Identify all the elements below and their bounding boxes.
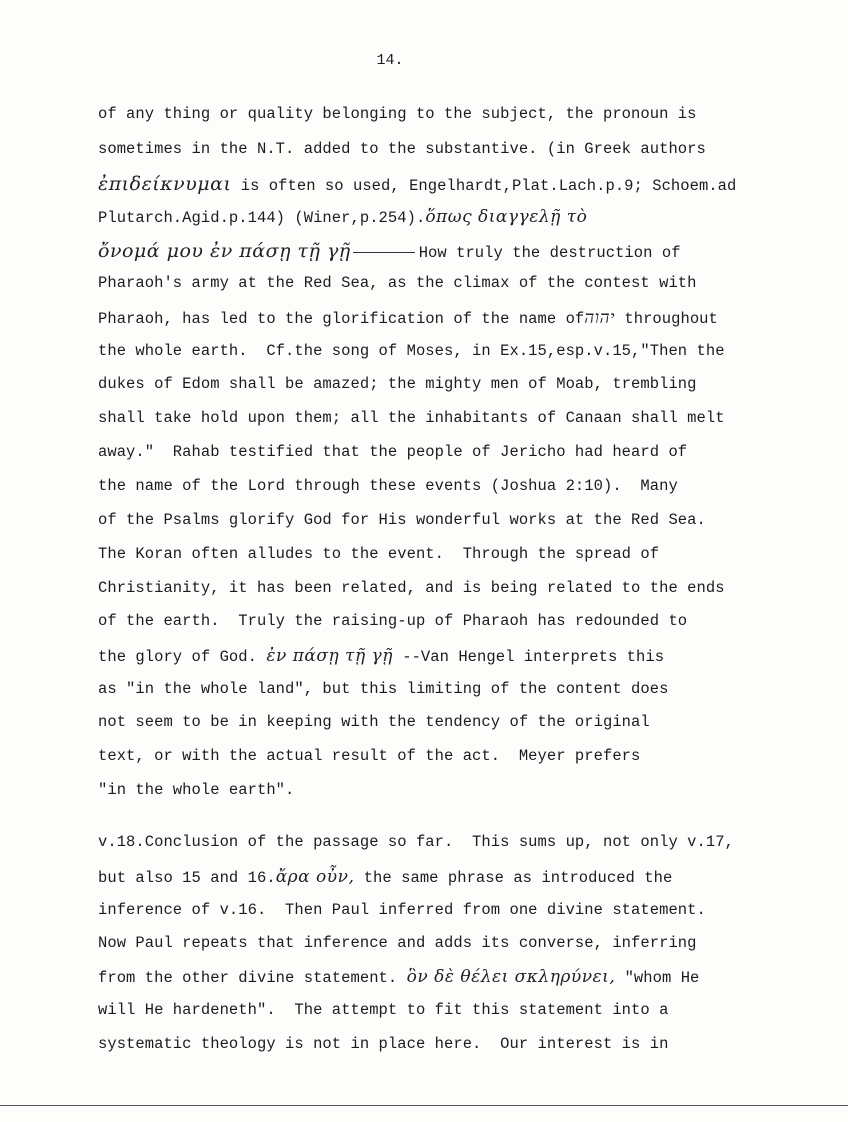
- text-line: [98, 901, 706, 919]
- text-line: [98, 833, 734, 851]
- typed-text: not seem to be in keeping with the tendency of the original: [98, 713, 650, 731]
- typed-text: inference of v.16. Then Paul inferred from one divine statement.: [98, 901, 706, 919]
- typed-text: as "in the whole land", but this limiting of the content does: [98, 680, 669, 698]
- text-line: [98, 342, 725, 360]
- text-line: [98, 646, 664, 666]
- typed-text: sometimes in the N.T. added to the substantive. (in Greek authors: [98, 140, 706, 158]
- typed-text: --Van Hengel interprets this: [392, 648, 665, 666]
- text-line: [98, 579, 725, 597]
- handwritten-insertion: ἐν πάσῃ τῇ γῇ: [266, 646, 393, 666]
- dash-rule: [353, 252, 415, 253]
- text-line: [98, 207, 587, 227]
- handwritten-insertion: ὃν δὲ θέλει σκληρύνει,: [406, 967, 616, 987]
- text-line: [98, 511, 706, 529]
- typed-text: away." Rahab testified that the people of Jericho had heard of: [98, 443, 688, 461]
- text-line: [98, 747, 640, 765]
- typed-text: Pharaoh, has led to the glorification of the name of: [98, 310, 585, 328]
- typed-text: "in the whole earth".: [98, 781, 295, 799]
- text-line: [98, 680, 668, 698]
- text-line: [98, 274, 697, 292]
- typed-text: "whom He: [615, 969, 700, 987]
- typed-text: of any thing or quality belonging to the subject, the pronoun is: [98, 105, 697, 123]
- text-line: [98, 1035, 668, 1053]
- text-line: [98, 308, 718, 328]
- bottom-rule: [0, 1105, 848, 1106]
- text-line: [98, 443, 687, 461]
- typed-text: v.18.Conclusion of the passage so far. This sums up, not only v.17,: [98, 833, 734, 851]
- text-line: [98, 140, 706, 158]
- text-line: [98, 781, 294, 799]
- typed-text: the whole earth. Cf.the song of Moses, in Ex.15,esp.v.15,"Then the: [98, 342, 725, 360]
- handwritten-greek: ὄνομά μου ἐν πάσῃ τῇ γῇ: [98, 240, 351, 262]
- typed-text: is often so used, Engelhardt,Plat.Lach.p.9; Schoem.ad: [231, 177, 737, 195]
- typed-text: the same phrase as introduced the: [354, 869, 673, 887]
- typed-text: The Koran often alludes to the event. Through the spread of: [98, 545, 660, 563]
- text-line: [98, 375, 697, 393]
- text-line: [98, 612, 687, 630]
- text-line: [98, 477, 678, 495]
- typed-text: of the Psalms glorify God for His wonderful works at the Red Sea.: [98, 511, 706, 529]
- typed-text: from the other divine statement.: [98, 969, 407, 987]
- text-line: [98, 867, 672, 887]
- text-line: [98, 240, 681, 262]
- typed-text: throughout: [615, 310, 718, 328]
- typed-text: systematic theology is not in place here. Our interest is in: [98, 1035, 669, 1053]
- typed-text: will He hardeneth". The attempt to fit this statement into a: [98, 1001, 669, 1019]
- page-number: 14.: [376, 52, 404, 69]
- typed-text: the glory of God.: [98, 648, 267, 666]
- handwritten-insertion: ὅπως διαγγελῇ τὸ: [425, 207, 588, 227]
- text-line: [98, 967, 699, 987]
- typed-text: dukes of Edom shall be amazed; the mighty men of Moab, trembling: [98, 375, 697, 393]
- text-line: [98, 1001, 668, 1019]
- typed-text: Christianity, it has been related, and is being related to the ends: [98, 579, 725, 597]
- text-line: [98, 545, 659, 563]
- typed-text: but also 15 and 16.: [98, 869, 276, 887]
- handwritten-greek: ἐπιδείκνυμαι: [98, 173, 232, 195]
- typed-text: the name of the Lord through these events (Joshua 2:10). Many: [98, 477, 678, 495]
- text-line: [98, 713, 650, 731]
- handwritten-insertion: יהוה: [584, 308, 616, 328]
- typed-text: Plutarch.Agid.p.144) (Winer,p.254).: [98, 209, 426, 227]
- typed-text: How truly the destruction of: [418, 244, 681, 262]
- typed-text: Now Paul repeats that inference and adds its converse, inferring: [98, 934, 697, 952]
- typed-text: Pharaoh's army at the Red Sea, as the climax of the contest with: [98, 274, 697, 292]
- handwritten-insertion: ἄρα οὖν,: [275, 867, 355, 887]
- typed-text: text, or with the actual result of the act. Meyer prefers: [98, 747, 641, 765]
- text-line: [98, 105, 697, 123]
- typed-text: shall take hold upon them; all the inhabitants of Canaan shall melt: [98, 409, 725, 427]
- text-line: [98, 934, 697, 952]
- text-line: [98, 409, 725, 427]
- typed-text: of the earth. Truly the raising-up of Pharaoh has redounded to: [98, 612, 688, 630]
- text-line: [98, 173, 736, 195]
